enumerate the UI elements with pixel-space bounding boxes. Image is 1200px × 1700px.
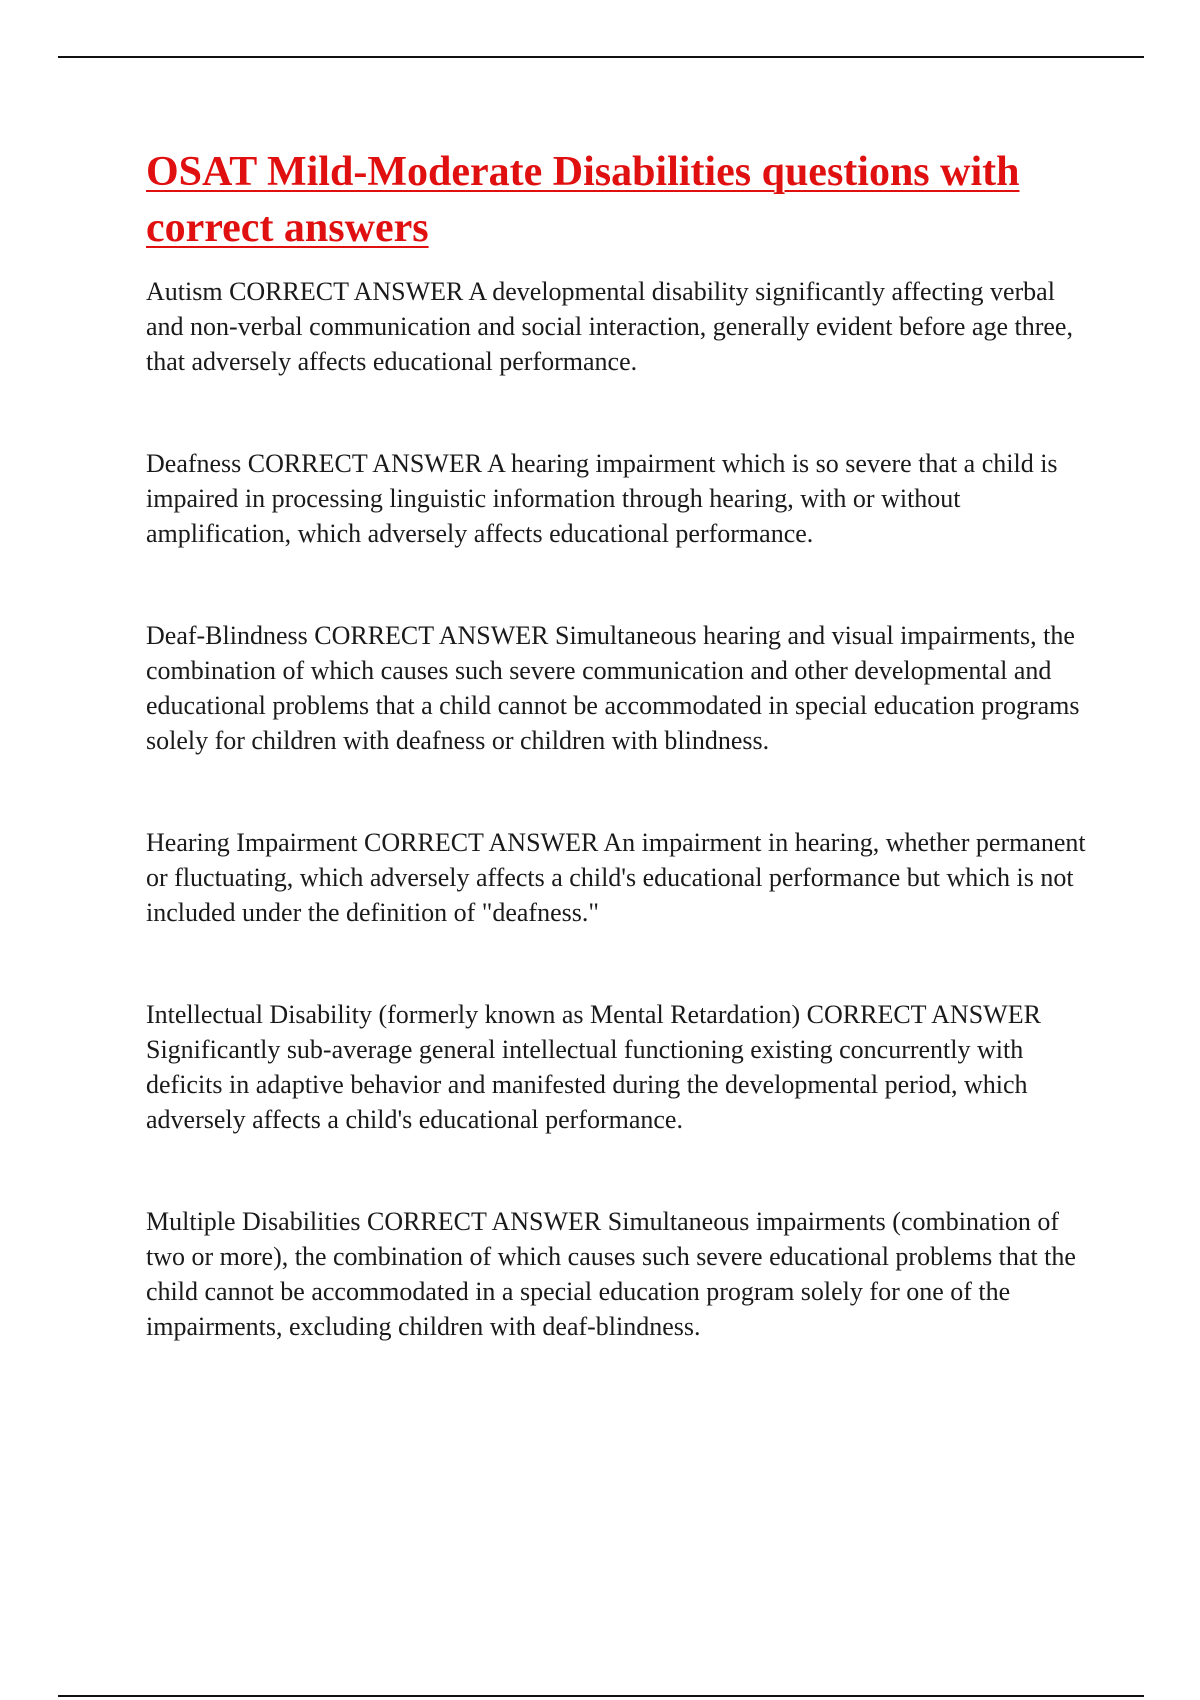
entry-intellectual-disability: Intellectual Disability (formerly known as Mental Retardation) CORRECT ANSWER Significantly sub-average general intellectual functioning existing concurrently with deficits in adaptive behavior and manifested during the developmental period, which adversely affects a child's educational performance. [146,1000,1041,1134]
header-rule [58,56,1144,58]
entry-multiple-disabilities: Multiple Disabilities CORRECT ANSWER Simultaneous impairments (combination of two or more), the combination of which causes such severe educational problems that the child cannot be accommodated in a special education program solely for one of the impairments, excluding children with deaf-blindness. [146,1207,1076,1341]
entry-deafness: Deafness CORRECT ANSWER A hearing impairment which is so severe that a child is impaired in processing linguistic information through hearing, with or without amplification, which adversely affects educational performance. [146,449,1058,548]
entry-deaf-blindness: Deaf-Blindness CORRECT ANSWER Simultaneous hearing and visual impairments, the combination of which causes such severe communication and other developmental and educational problems that a child cannot be accommodated in special education programs solely for children with deafness or children with blindness. [146,621,1080,755]
document-body [146,144,1096,1344]
footer-rule [58,1695,1144,1697]
entry-hearing-impairment: Hearing Impairment CORRECT ANSWER An impairment in hearing, whether permanent or fluctuating, which adversely affects a child's educational performance but which is not included under the definition of "deafness." [146,828,1086,927]
entry-autism: Autism CORRECT ANSWER A developmental disability significantly affecting verbal and non-verbal communication and social interaction, generally evident before age three, that adversely affects educational performance. [146,277,1073,376]
document-title: OSAT Mild-Moderate Disabilities questions with correct answers [146,149,1020,251]
